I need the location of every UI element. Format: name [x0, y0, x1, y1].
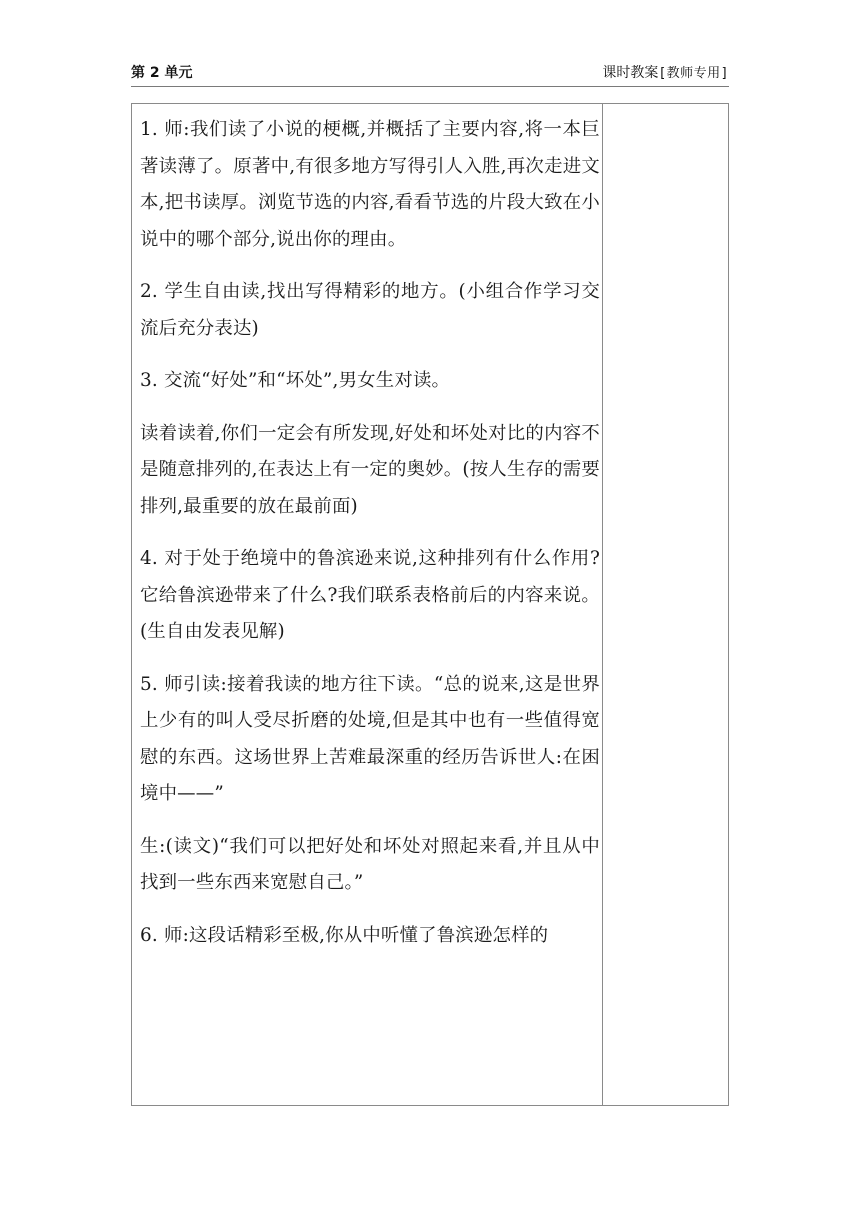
paragraph-1: 1. 师:我们读了小说的梗概,并概括了主要内容,将一本巨著读薄了。原著中,有很多地方写得引人入胜,再次走进文本,把书读厚。浏览节选的内容,看看节选的片段大致在小说中的哪个部分,说出你的理由。 — [140, 119, 600, 250]
notes-cell — [603, 104, 728, 1105]
paragraph-7: 生:(读文)“我们可以把好处和坏处对照起来看,并且从中找到一些东西来宽慰自己。” — [140, 835, 600, 893]
unit-label: 第 2 单元 — [131, 65, 193, 81]
paragraph-6: 5. 师引读:接着我读的地方往下读。“总的说来,这是世界上少有的叫人受尽折磨的处境,但是其中也有一些值得宽慰的东西。这场世界上苦难最深重的经历告诉世人:在困境中——” — [140, 673, 600, 804]
paragraph-3: 3. 交流“好处”和“坏处”,男女生对读。 — [140, 370, 451, 391]
doc-title — [602, 62, 729, 82]
lesson-table — [131, 103, 729, 1106]
paragraph-5: 4. 对于处于绝境中的鲁滨逊来说,这种排列有什么作用?它给鲁滨逊带来了什么?我们联系表格前后的内容来说。(生自由发表见解) — [140, 548, 600, 642]
header-rule — [131, 86, 729, 87]
paragraph-2: 2. 学生自由读,找出写得精彩的地方。(小组合作学习交流后充分表达) — [140, 281, 600, 339]
doc-note: [教师专用] — [658, 66, 729, 81]
paragraph-4: 读着读着,你们一定会有所发现,好处和坏处对比的内容不是随意排列的,在表达上有一定的奥妙。(按人生存的需要排列,最重要的放在最前面) — [140, 422, 600, 517]
doc-type: 课时教案 — [602, 65, 659, 81]
paragraph-8: 6. 师:这段话精彩至极,你从中听懂了鲁滨逊怎样的 — [140, 924, 549, 946]
lesson-content-cell — [140, 112, 600, 970]
